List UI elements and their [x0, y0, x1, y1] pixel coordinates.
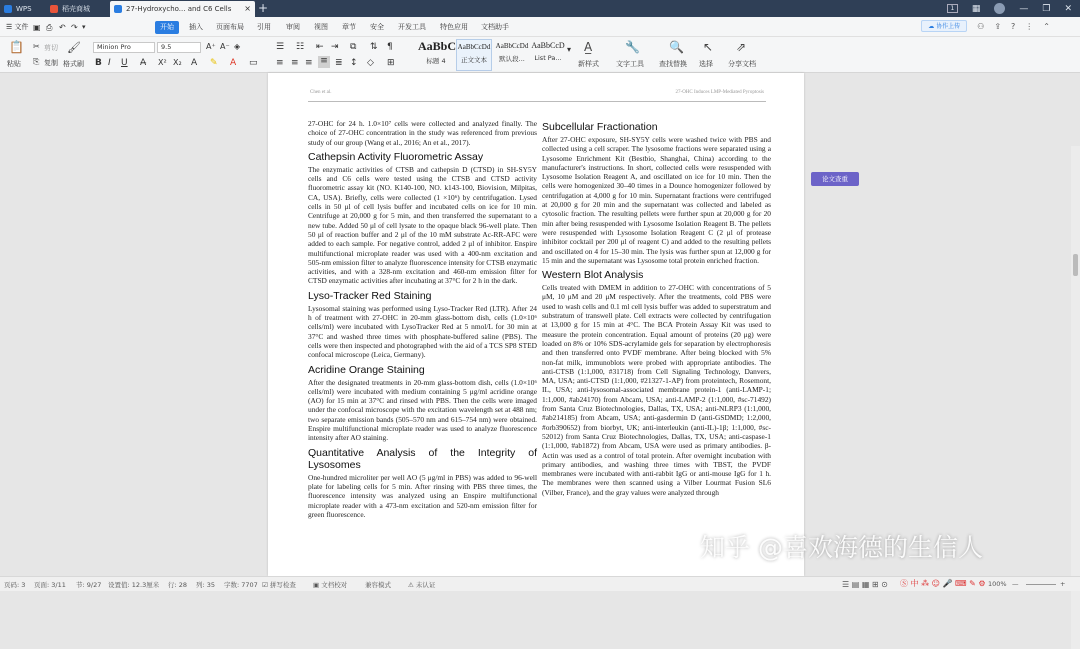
- paragraph: Lysosomal staining was performed using Lyso-Tracker Red (LTR). After 24 h of treatment with 27-OHC in 20-mm glass-bottom dish, cells (1.0×10⁶ cells/ml) were incubated with LysoTracker Red at 5 nmol/L for 30 min at 37°C and washed three times with phosphate-buffered saline (PBS). The cells were then inspected and photographed with the aid of a TCS SP8 STED confocal microscope (Leica, Germany).: [308, 303, 537, 360]
- border-icon[interactable]: ⊞: [387, 58, 395, 68]
- numbered-list-icon[interactable]: ☷: [296, 42, 305, 52]
- styles-dropdown-icon[interactable]: ▾: [567, 45, 572, 54]
- redo-icon[interactable]: ↷: [71, 23, 78, 32]
- style-list-paragraph[interactable]: AaBbCcD List Pa...: [531, 41, 565, 62]
- status-spell[interactable]: ☑ 拼写检查: [262, 581, 296, 589]
- paste-icon[interactable]: 📋: [9, 40, 24, 54]
- zoom-out-button[interactable]: —: [1012, 580, 1019, 588]
- align-right-icon[interactable]: ≡: [305, 58, 313, 68]
- font-color-icon[interactable]: A: [230, 58, 237, 68]
- section-heading: Quantitative Analysis of the Integrity of Lysosomes: [308, 446, 537, 471]
- highlight-icon[interactable]: ✎: [210, 58, 218, 68]
- tab-section[interactable]: 章节: [342, 23, 356, 31]
- store-icon: [50, 5, 58, 13]
- text-tools-icon[interactable]: 🔧: [625, 40, 640, 54]
- shading-icon[interactable]: ◇: [367, 58, 374, 68]
- close-tab-icon[interactable]: ×: [244, 4, 251, 13]
- vertical-scrollbar[interactable]: [1071, 146, 1080, 649]
- tab-features[interactable]: 特色应用: [440, 23, 468, 31]
- char-border-icon[interactable]: ▭: [249, 58, 258, 68]
- find-replace-button[interactable]: 查找替换: [659, 60, 687, 68]
- strikethrough-icon[interactable]: A̶: [140, 58, 147, 68]
- avatar[interactable]: [994, 3, 1005, 14]
- new-style-button[interactable]: 新样式: [578, 60, 599, 68]
- word-doc-icon: [114, 5, 122, 13]
- tab-security[interactable]: 安全: [370, 23, 384, 31]
- paragraph: After the designated treatments in 20-mm glass-bottom dish, cells (1.0×10⁶ cells/ml) were incubated with medium containing 5 μg/ml acridine orange (AO) for 15 min at 37°C and rinsed with PBS. Then the cells were imaged under the confocal microscope with the excitation wavelength set at 488 nm; two separate emission bands (505–570 nm and 615–754 nm) were obtained. Enspire multifunctional microplate reader was used to analyze fluorescence intensity after AO staining.: [308, 377, 537, 443]
- tab-references[interactable]: 引用: [257, 23, 271, 31]
- tab-wps[interactable]: WPS: [0, 1, 45, 17]
- font-size-select[interactable]: 9.5: [157, 42, 201, 53]
- cut-icon[interactable]: ✂: [33, 42, 40, 51]
- page-header-right: 27-OHC Induces LMP-Mediated Pyroptosis: [675, 90, 764, 95]
- tab-start[interactable]: 开始: [155, 21, 179, 34]
- dropdown-icon[interactable]: ▾: [82, 23, 86, 31]
- collapse-ribbon-icon[interactable]: ⌃: [1043, 21, 1050, 31]
- paragraph: Cells treated with DMEM in addition to 27-OHC with concentrations of 5 μM, 10 μM and 20 μM respectively. After the treatments, cold PBS were used to wash cells and 0.1 ml cell lysis buffer was added to superstratum and substratum of transwell plate. Cell extracts were collected by centrifugation at 13,000 g for 15 min at 4°C. The BCA Protein Assay Kit was used to measure the protein concentration. Equal amount of proteins (20 μg) were loaded on 8% or 10% SDS-acrylamide gels for separation by electrophoresis and then transferred onto PVDF membrane. After being blocked with 5% non-fat milk, immunoblots were probed with appropriate antibodies. The anti-CTSB (1:1,000, #31718) from Cell Signaling Technology, Danvers, MA, USA; anti-CTSD (1:1,000, #21327-1-AP) from proteintech, Rosemont, IL, USA; anti-lysosomal-associated membrane protein-1 (anti-LAMP-1; 1:1,000, #ab24170) from Abcam, USA; anti-LAMP-2 (1:1,000, #sc-71492) from Santa Cruz Biotechnologies, Dallas, TX, USA; anti-NLRP3 (1:1,000, #ab214185) from Abcam, USA; anti-gasdermin D (anti-GSDMD; 1:2,000, #orb390652) from biorbyt, UK; anti-interleukin (anti-IL)-1β; 1:1,000, #sc-52012) from Santa Cruz Biotechnologies, Dallas, TX, USA; anti-caspase-1 (1:1,000, #ab1872) from Abcam, USA were used as primary antibodies. β-Actin was used as a control of total protein. After overnight incubation with primary antibodies, and washing three times with TBST, the PVDF membranes were incubated with anti-rabbit IgG or anti-mouse IgG for 1 h. The membranes were then scanned using a Vilber Lourmat Fusion SL6 (Vilber, France), and the gray values were analyzed through: [542, 283, 771, 497]
- select-button[interactable]: 选择: [699, 60, 713, 68]
- share-doc-icon[interactable]: ⇗: [736, 40, 747, 54]
- status-words[interactable]: 字数: 7707: [224, 581, 258, 589]
- style-body-text[interactable]: AaBbCcDd 正文文本: [456, 39, 492, 71]
- sort-icon[interactable]: ⇅: [370, 42, 378, 52]
- close-window-icon[interactable]: ✕: [1064, 3, 1072, 14]
- superscript-icon[interactable]: X²: [158, 58, 167, 67]
- share-doc-button[interactable]: 分享文档: [728, 60, 756, 68]
- grid-icon[interactable]: ▦: [971, 3, 981, 14]
- undo-icon[interactable]: ↶: [59, 23, 66, 32]
- grow-font-icon[interactable]: A⁺: [206, 42, 216, 51]
- select-cursor-icon[interactable]: ↖: [703, 40, 714, 54]
- distribute-icon[interactable]: ≣: [335, 58, 343, 68]
- status-section[interactable]: 节: 9/27: [76, 581, 102, 589]
- status-page[interactable]: 页面: 3/11: [34, 581, 66, 589]
- view-mode-icons[interactable]: ☰ ▤ ▦ ⊞ ⊙: [842, 580, 888, 589]
- underline-icon[interactable]: U: [121, 58, 128, 68]
- format-painter-button[interactable]: 格式刷: [63, 60, 84, 68]
- maximize-icon[interactable]: ❐: [1042, 3, 1051, 14]
- print-icon[interactable]: ⎙: [46, 23, 53, 32]
- tab-view[interactable]: 视图: [314, 23, 328, 31]
- scrollbar-thumb[interactable]: [1073, 254, 1078, 276]
- tab-store[interactable]: 稻壳商城: [46, 1, 108, 17]
- zoom-in-button[interactable]: +: [1060, 580, 1066, 588]
- status-page-num[interactable]: 页码: 3: [4, 581, 26, 589]
- zoom-slider[interactable]: [1026, 584, 1056, 585]
- tab-review[interactable]: 审阅: [286, 23, 300, 31]
- indent-icon[interactable]: ⇥: [331, 42, 339, 52]
- status-doc-check[interactable]: ▣ 文档校对: [313, 581, 348, 589]
- tab-insert[interactable]: 插入: [189, 23, 203, 31]
- bold-icon[interactable]: B: [95, 58, 102, 68]
- notification-badge[interactable]: 1: [947, 4, 958, 13]
- clear-format-icon[interactable]: ◈: [234, 42, 241, 51]
- document-page[interactable]: [268, 73, 804, 576]
- align-left-icon[interactable]: ≡: [276, 58, 284, 68]
- outdent-icon[interactable]: ⇤: [316, 42, 324, 52]
- doc-check-icon: ▣: [313, 581, 322, 589]
- status-compat: 兼容模式: [365, 581, 391, 589]
- cut-button[interactable]: 剪切: [44, 44, 58, 52]
- new-style-icon[interactable]: A̲: [584, 40, 593, 54]
- status-bar: [0, 576, 1080, 591]
- bullet-list-icon[interactable]: ☰: [276, 42, 285, 52]
- save-icon[interactable]: ▣: [33, 23, 41, 32]
- zoom-level[interactable]: 100%: [988, 580, 1007, 588]
- tab-layout[interactable]: 页面布局: [216, 23, 244, 31]
- status-row[interactable]: 行: 28: [168, 581, 188, 589]
- show-marks-icon[interactable]: ¶: [387, 42, 393, 52]
- wps-logo-icon: [4, 5, 12, 13]
- share-icon[interactable]: ⇪: [994, 21, 1002, 31]
- align-center-icon[interactable]: ≡: [291, 58, 299, 68]
- new-tab-button[interactable]: +: [258, 1, 269, 15]
- header-rule: [308, 101, 766, 102]
- style-heading4[interactable]: AaBbC 标题 4: [418, 39, 457, 65]
- collab-icon[interactable]: ⚇: [977, 21, 985, 31]
- ribbon-toolbar: [0, 37, 1080, 73]
- text-tools-button[interactable]: 文字工具: [616, 60, 644, 68]
- help-icon[interactable]: ?: [1011, 21, 1016, 31]
- section-heading: Cathepsin Activity Fluorometric Assay: [308, 150, 484, 163]
- collab-upload-button[interactable]: ☁ 协作上传: [921, 20, 967, 32]
- section-heading: Western Blot Analysis: [542, 269, 644, 282]
- spell-check-icon: ☑: [262, 581, 270, 589]
- tab-doc-assistant[interactable]: 文档助手: [481, 23, 509, 31]
- subscript-icon[interactable]: X₂: [173, 58, 182, 67]
- copy-icon[interactable]: ⎘: [33, 57, 40, 66]
- status-unverified[interactable]: ⚠ 未认证: [408, 581, 436, 589]
- status-position[interactable]: 设置值: 12.3厘米: [108, 581, 160, 589]
- font-name-select[interactable]: Minion Pro: [93, 42, 155, 53]
- title-bar: [0, 0, 1080, 17]
- cloud-icon: ☁: [928, 23, 937, 30]
- menu-bar: [0, 17, 1080, 37]
- italic-icon[interactable]: I: [108, 58, 111, 68]
- paste-button[interactable]: 粘贴: [7, 60, 21, 68]
- right-column: [542, 117, 771, 501]
- chinese-layout-icon[interactable]: ⧉: [350, 42, 357, 52]
- minimize-icon[interactable]: —: [1019, 3, 1029, 14]
- paragraph: After 27-OHC exposure, SH-SY5Y cells were washed twice with PBS and collected using a cell scraper. The lysosome fractions were separated using a Lysosome Enrichment Kit (Bestbio, Shanghai, China) according to the manufacturer's instructions. In short, collected cells were resuspended with Lysosome Isolation Reagent A, and oscillated on ice for 10 min. Then the cells were homogenized 30–40 times in a Dounce homogenizer followed by centrifugation at 4,000 g for 10 min. Supernatant fractions were centrifuged at 20,000 g for 20 min and the supernatant was collected and labeled as cytosolic fraction. The resulting pellets were further spun at 20,000 g for 20 min after being resuspended with Lysosome Isolation Reagent B. The pellets were resuspended with Lysosome Isolation Reagent C (2 μl of protease inhibitor cocktail per 200 μl of reagent C) and added to the resulting pellets and oscillated on 4 for 15–30 min. The lysis was further spun at 12,000 g for 15 min and the supernatant was Lysosome total protein enriched fraction.: [542, 135, 771, 265]
- tab-developer[interactable]: 开发工具: [398, 23, 426, 31]
- style-default[interactable]: AaBbCcDd 默认段...: [495, 42, 529, 63]
- watermark-text: 知乎 @喜欢海德的生信人: [700, 533, 983, 562]
- document-area: [0, 73, 1080, 576]
- shrink-font-icon[interactable]: A⁻: [220, 42, 230, 51]
- line-spacing-icon[interactable]: ↕: [350, 58, 358, 68]
- file-menu[interactable]: ☰ 文件: [6, 23, 29, 31]
- status-col[interactable]: 列: 35: [196, 581, 216, 589]
- left-column: [308, 119, 537, 523]
- hamburger-icon: ☰: [6, 23, 15, 31]
- ime-icon[interactable]: Ⓢ 中 ⁂ ☺ 🎤 ⌨ ✎ ⚙: [900, 579, 986, 588]
- page-header-left: Chen et al.: [310, 90, 332, 95]
- format-painter-icon[interactable]: 🖌: [67, 41, 81, 54]
- more-icon[interactable]: ⋮: [1025, 21, 1034, 31]
- paragraph: One-hundred microliter per well AO (5 μg/ml in PBS) was added to 96-well plate for labeling cells for 5 min. After rinsing with PBS three times, the fluorescence intensity was analyzed using an Enspire multifunctional microplate reader with a 473-nm excitation and 520-nm emission filter for green fluorescence.: [308, 472, 537, 519]
- section-heading: Lyso-Tracker Red Staining: [308, 289, 432, 302]
- section-heading: Subcellular Fractionation: [542, 121, 658, 133]
- text-effect-icon[interactable]: A: [191, 58, 198, 68]
- justify-icon[interactable]: ≡: [318, 56, 330, 68]
- warning-icon: ⚠: [408, 581, 416, 589]
- paragraph: The enzymatic activities of CTSB and cathepsin D (CTSD) in SH-SY5Y cells and C6 cells were tested using the CTSB and CTSD activity fluorometric assay kit (NO. K140-100, NO. k143-100, Biovision, Milpitas, CA, USA). Briefly, cells were collected (1 ×10⁶) by centrifugation. Lysed cells in 50 μl of cell lysis buffer and incubated cells on ice for 10 min. Centrifuge at 20,000 g for 5 min, and then transferred the supernatant to a new tube. Added 50 μl of cell lysate to the opaque black 96-well plate. Then 50 μl of reaction buffer and 2 μl of the 10 mM substrate Ac-RR-AFC were added to each sample. For negative control, added 2 μl of inhibitor. Enspire multifunctional microplate reader was used with a 400-nm excitation and 505-nm emission filter to analyze fluorescence intensity for CTSB enzymatic activities, and with a 328-nm excitation and 460-nm emission filter for CTSD enzymatic activities after incubating at 37°C for 2 h in the dark.: [308, 164, 537, 286]
- tab-document[interactable]: 27-Hydroxycho... and C6 Cells ×: [110, 1, 255, 17]
- paper-check-button[interactable]: 论文查重: [811, 172, 859, 186]
- find-icon[interactable]: 🔍: [669, 40, 684, 54]
- section-heading: Acridine Orange Staining: [308, 363, 425, 376]
- copy-button[interactable]: 复制: [44, 59, 58, 67]
- paragraph: 27-OHC for 24 h. 1.0×10⁷ cells were collected and analyzed finally. The choice of 27-OHC concentration in the study was referenced from previous study of our group (Wang et al., 2016; An et al., 2017).: [308, 119, 537, 147]
